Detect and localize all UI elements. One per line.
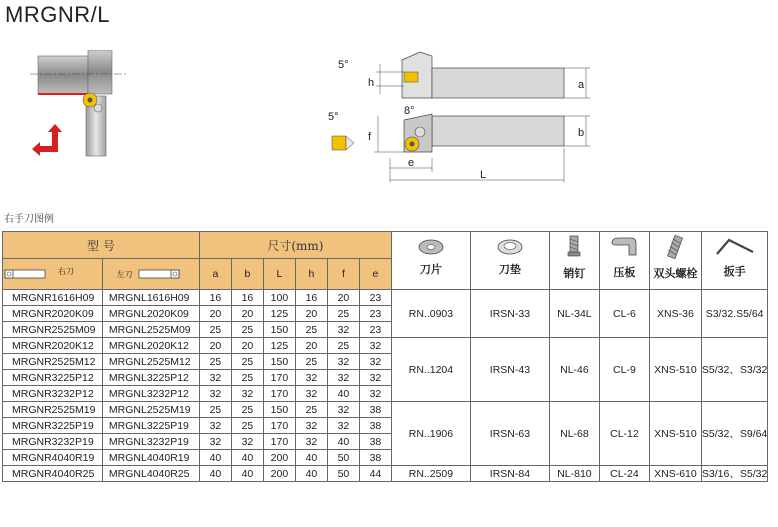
dimension-cell: 20 [199, 338, 231, 354]
dim-a: a [578, 79, 585, 91]
dimension-cell: 32 [295, 386, 327, 402]
right-model-cell: MRGNR4040R19 [3, 450, 103, 466]
part-cell: NL-68 [549, 402, 599, 466]
dim-e: e [408, 157, 415, 169]
left-model-cell: MRGNL3232P19 [102, 434, 199, 450]
dimension-cell: 40 [295, 466, 327, 482]
right-hand-header [3, 259, 103, 290]
right-hand-label: 右刀 [57, 266, 74, 276]
dimension-cell: 20 [295, 338, 327, 354]
right-model-cell: MRGNR4040R25 [3, 466, 103, 482]
wrench-icon [715, 236, 755, 258]
part-cell: CL-24 [599, 466, 649, 482]
dimension-cell: 20 [231, 338, 263, 354]
part-cell: IRSN-63 [470, 402, 549, 466]
angle-8: 8° [404, 105, 415, 117]
dimension-cell: 150 [263, 354, 295, 370]
shim-column [470, 232, 549, 290]
col-L: L [263, 259, 295, 290]
right-model-cell: MRGNR1616H09 [3, 290, 103, 306]
dim-f: f [368, 131, 372, 143]
dimension-cell: 20 [199, 306, 231, 322]
dimension-cell: 32 [199, 418, 231, 434]
dimension-cell: 32 [295, 434, 327, 450]
dimension-cell: 32 [199, 434, 231, 450]
dimension-cell: 25 [199, 354, 231, 370]
part-cell: CL-9 [599, 338, 649, 402]
dim-L: L [480, 169, 487, 181]
col-e: e [359, 259, 391, 290]
right-model-cell: MRGNR2525M19 [3, 402, 103, 418]
wrench-column [701, 232, 767, 290]
dimension-cell: 32 [231, 434, 263, 450]
dimension-cell: 125 [263, 338, 295, 354]
dimension-cell: 25 [231, 402, 263, 418]
dim-h: h [368, 77, 375, 89]
dimension-cell: 170 [263, 434, 295, 450]
left-model-cell: MRGNL2525M12 [102, 354, 199, 370]
dimension-cell: 170 [263, 386, 295, 402]
dimension-cell: 25 [231, 354, 263, 370]
part-cell: S3/32.S5/64 [701, 290, 767, 338]
dimension-cell: 32 [359, 370, 391, 386]
right-model-cell: MRGNR3232P12 [3, 386, 103, 402]
left-model-cell: MRGNL3225P12 [102, 370, 199, 386]
right-model-cell: MRGNR3225P12 [3, 370, 103, 386]
shim-label: 刀垫 [498, 263, 521, 276]
dimension-cell: 23 [359, 290, 391, 306]
dimension-cell: 20 [295, 306, 327, 322]
dimension-cell: 25 [199, 322, 231, 338]
screw-column [649, 232, 701, 290]
clamp-icon [609, 235, 639, 259]
spec-table [2, 231, 768, 482]
dimension-cell: 38 [359, 402, 391, 418]
dimension-cell: 25 [327, 338, 359, 354]
size-header: 尺寸(mm) [199, 232, 391, 259]
wrench-label: 扳手 [723, 265, 746, 278]
dimension-cell: 32 [327, 402, 359, 418]
col-a: a [199, 259, 231, 290]
left-model-cell: MRGNL1616H09 [102, 290, 199, 306]
part-cell: IRSN-43 [470, 338, 549, 402]
screw-icon [665, 234, 685, 260]
right-model-cell: MRGNR2525M09 [3, 322, 103, 338]
dimension-cell: 100 [263, 290, 295, 306]
dimension-cell: 16 [199, 290, 231, 306]
dimension-cell: 32 [199, 370, 231, 386]
table-row [3, 290, 768, 306]
dimension-cell: 32 [359, 338, 391, 354]
dimension-cell: 32 [359, 386, 391, 402]
left-model-cell: MRGNL4040R25 [102, 466, 199, 482]
insert-column [391, 232, 470, 290]
angle-5-top: 5° [338, 59, 349, 71]
insert-icon [416, 238, 446, 256]
dimension-cell: 50 [327, 450, 359, 466]
model-header: 型 号 [3, 232, 200, 259]
dimension-cell: 40 [199, 450, 231, 466]
dimension-cell: 20 [231, 306, 263, 322]
dimension-cell: 200 [263, 466, 295, 482]
dimension-cell: 40 [199, 466, 231, 482]
dimension-cell: 150 [263, 322, 295, 338]
dimension-cell: 25 [231, 322, 263, 338]
part-cell: CL-12 [599, 402, 649, 466]
part-cell: RN..0903 [391, 290, 470, 338]
dimension-cell: 170 [263, 418, 295, 434]
dimension-cell: 25 [295, 354, 327, 370]
dimension-cell: 25 [295, 322, 327, 338]
part-cell: RN..2509 [391, 466, 470, 482]
left-model-cell: MRGNL2525M19 [102, 402, 199, 418]
part-cell: NL-46 [549, 338, 599, 402]
clamp-label: 压板 [613, 266, 636, 279]
dimension-cell: 40 [231, 466, 263, 482]
pin-label: 销钉 [563, 267, 586, 280]
right-model-cell: MRGNR2020K12 [3, 338, 103, 354]
dimension-cell: 25 [199, 402, 231, 418]
dimension-cell: 40 [295, 450, 327, 466]
dimension-cell: 38 [359, 434, 391, 450]
col-b: b [231, 259, 263, 290]
pin-icon [564, 234, 584, 260]
page-title: MRGNR/L [5, 2, 110, 27]
left-model-cell: MRGNL3232P12 [102, 386, 199, 402]
application-illustration [30, 50, 140, 160]
dimension-cell: 40 [327, 434, 359, 450]
dimension-cell: 38 [359, 450, 391, 466]
dimension-cell: 170 [263, 370, 295, 386]
dimension-drawing [320, 40, 610, 190]
left-hand-header [102, 259, 199, 290]
insert-label: 刀片 [419, 263, 442, 276]
dimension-cell: 23 [359, 306, 391, 322]
table-row [3, 466, 768, 482]
left-model-cell: MRGNL3225P19 [102, 418, 199, 434]
dimension-cell: 32 [327, 418, 359, 434]
dimension-cell: 32 [327, 354, 359, 370]
dimension-cell: 125 [263, 306, 295, 322]
table-row [3, 338, 768, 354]
left-model-cell: MRGNL2020K09 [102, 306, 199, 322]
right-model-cell: MRGNR3232P19 [3, 434, 103, 450]
part-cell: XNS-610 [649, 466, 701, 482]
part-cell: IRSN-33 [470, 290, 549, 338]
left-model-cell: MRGNL4040R19 [102, 450, 199, 466]
right-model-cell: MRGNR3225P19 [3, 418, 103, 434]
dimension-cell: 16 [231, 290, 263, 306]
shim-icon [495, 238, 525, 256]
left-model-cell: MRGNL2020K12 [102, 338, 199, 354]
dimension-cell: 25 [295, 402, 327, 418]
col-h: h [295, 259, 327, 290]
angle-5-front: 5° [328, 111, 339, 123]
col-f: f [327, 259, 359, 290]
part-cell: RN..1204 [391, 338, 470, 402]
left-hand-tool-icon [135, 267, 185, 281]
dimension-cell: 32 [327, 370, 359, 386]
dim-b: b [578, 127, 585, 139]
dimension-cell: 25 [327, 306, 359, 322]
dimension-cell: 32 [327, 322, 359, 338]
right-model-cell: MRGNR2525M12 [3, 354, 103, 370]
part-cell: S5/32、S3/32 [701, 338, 767, 402]
dimension-cell: 32 [359, 354, 391, 370]
dimension-cell: 25 [231, 370, 263, 386]
dimension-cell: 32 [295, 418, 327, 434]
dimension-cell: 32 [295, 370, 327, 386]
part-cell: S5/32、S9/64 [701, 402, 767, 466]
dimension-cell: 23 [359, 322, 391, 338]
spec-table-body [3, 290, 768, 482]
dimension-cell: 150 [263, 402, 295, 418]
part-cell: CL-6 [599, 290, 649, 338]
pin-column [549, 232, 599, 290]
part-cell: XNS-510 [649, 338, 701, 402]
dimension-cell: 20 [327, 290, 359, 306]
dimension-cell: 25 [231, 418, 263, 434]
part-cell: S3/16、S5/32 [701, 466, 767, 482]
part-cell: NL-34L [549, 290, 599, 338]
dimension-cell: 38 [359, 418, 391, 434]
part-cell: IRSN-84 [470, 466, 549, 482]
part-cell: XNS-36 [649, 290, 701, 338]
dimension-cell: 32 [199, 386, 231, 402]
screw-label: 双头螺栓 [653, 267, 698, 280]
dimension-cell: 44 [359, 466, 391, 482]
right-hand-caption: 右手刀图例 [4, 214, 54, 225]
dimension-cell: 40 [231, 450, 263, 466]
part-cell: XNS-510 [649, 402, 701, 466]
part-cell: RN..1906 [391, 402, 470, 466]
dimension-cell: 50 [327, 466, 359, 482]
dimension-cell: 40 [327, 386, 359, 402]
left-model-cell: MRGNL2525M09 [102, 322, 199, 338]
right-model-cell: MRGNR2020K09 [3, 306, 103, 322]
clamp-column [599, 232, 649, 290]
dimension-cell: 200 [263, 450, 295, 466]
dimension-cell: 32 [231, 386, 263, 402]
dimension-cell: 16 [295, 290, 327, 306]
part-cell: NL-810 [549, 466, 599, 482]
left-hand-label: 左刀 [116, 269, 133, 279]
table-row [3, 402, 768, 418]
